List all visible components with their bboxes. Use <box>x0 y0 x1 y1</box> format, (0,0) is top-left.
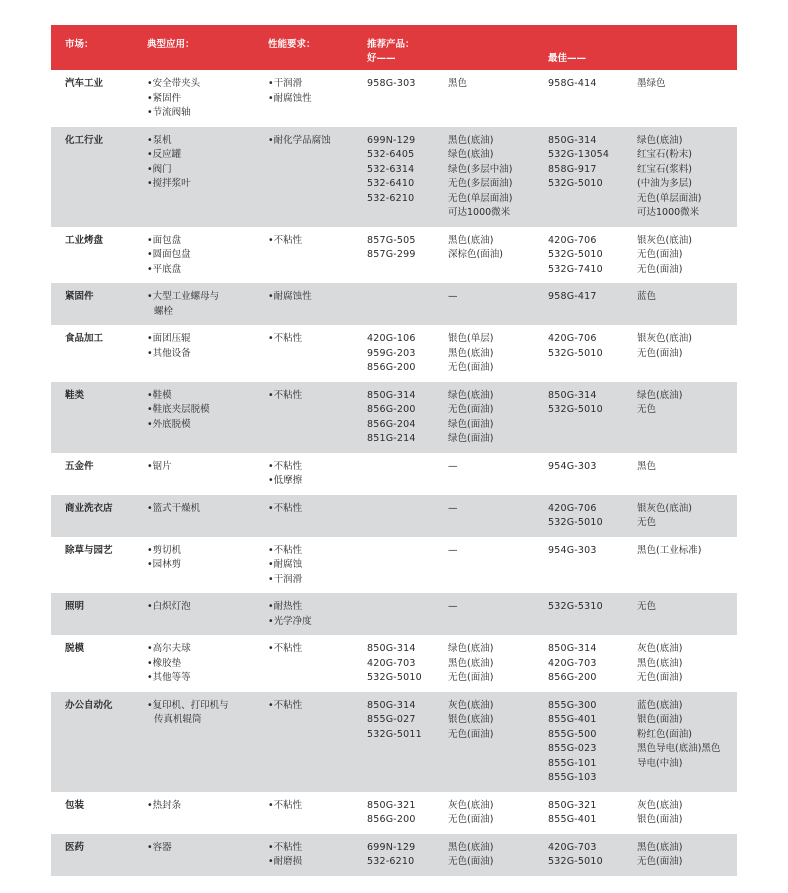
cell-line: 532G-13054 <box>548 149 610 160</box>
best-description-cell <box>637 460 737 489</box>
performance-cell <box>268 389 367 447</box>
applications-cell <box>147 699 268 786</box>
good-description-cell <box>448 134 548 221</box>
best-description-cell <box>637 841 737 870</box>
good-products-cell <box>367 389 448 447</box>
cell-line: 850G-314 <box>548 643 597 654</box>
market-cell: 商业洗衣店 <box>65 502 113 514</box>
cell-line: •不粘性 <box>268 841 303 853</box>
applications-cell <box>147 544 268 588</box>
cell-line: 黑色(工业标准) <box>637 544 702 556</box>
table-row <box>51 834 737 876</box>
cell-line: •阀门 <box>147 163 172 175</box>
cell-line: 855G-027 <box>367 714 416 725</box>
table-row <box>51 537 737 594</box>
good-products-cell <box>367 841 448 870</box>
header-performance: 性能要求： <box>268 39 316 50</box>
best-products-cell <box>548 502 637 531</box>
cell-line: 851G-214 <box>367 433 416 444</box>
good-description-cell <box>448 332 548 376</box>
market-cell: 食品加工 <box>65 333 104 344</box>
good-description-cell <box>448 290 548 319</box>
cell-line: •泵机 <box>147 134 172 146</box>
best-products-cell <box>548 544 637 588</box>
cell-line: 532-6210 <box>367 192 415 204</box>
cell-line: •不粘性 <box>268 234 303 246</box>
table-row <box>51 495 737 537</box>
good-products-cell <box>367 600 448 629</box>
cell-line: 黑色(底油) <box>448 657 494 669</box>
performance-cell <box>268 77 367 121</box>
table-row <box>51 283 737 325</box>
cell-line: •反应罐 <box>147 149 182 160</box>
good-description-cell <box>448 502 548 531</box>
cell-line: 银色(单层) <box>448 333 494 344</box>
performance-cell <box>268 460 367 489</box>
header-market: 市场： <box>65 39 94 50</box>
good-products-cell <box>367 502 448 531</box>
market-cell: 紧固件 <box>65 291 94 302</box>
cell-line: 红宝石(浆料) <box>637 163 692 175</box>
good-products-cell <box>367 699 448 786</box>
cell-line: •不粘性 <box>268 333 303 344</box>
header-recommended: 推荐产品： <box>367 39 415 50</box>
cell-line: •安全带夹头 <box>147 78 201 89</box>
applications-cell <box>147 332 268 376</box>
applications-cell <box>147 841 268 870</box>
table-row <box>51 70 737 127</box>
cell-line: 银灰色(底油) <box>637 502 692 514</box>
market-cell: 五金件 <box>65 460 94 472</box>
cell-line: •耐腐蚀性 <box>268 92 312 104</box>
cell-line: (中油为多层) <box>637 178 692 189</box>
cell-line: •不粘性 <box>268 544 303 556</box>
best-description-cell <box>637 234 737 278</box>
table-row <box>51 382 737 453</box>
cell-line: •节流阀轴 <box>147 107 191 118</box>
performance-cell <box>268 799 367 828</box>
best-description-cell <box>637 389 737 447</box>
cell-line: 无色(多层面油) <box>448 178 513 189</box>
best-description-cell <box>637 290 737 319</box>
applications-cell <box>147 642 268 686</box>
best-description-cell <box>637 699 737 786</box>
table-row <box>51 792 737 834</box>
cell-line: 灰色(底油) <box>448 799 494 811</box>
cell-line: 850G-321 <box>367 799 416 811</box>
cell-line: 银灰色(底油) <box>637 333 692 344</box>
applications-cell <box>147 389 268 447</box>
cell-line: 深棕色(面油) <box>448 249 503 260</box>
cell-line: 532-6405 <box>367 149 415 160</box>
market-cell: 脱模 <box>65 643 85 654</box>
cell-line: •不粘性 <box>268 389 303 401</box>
cell-line: 绿色(底油) <box>637 389 683 401</box>
market-cell: 汽车工业 <box>65 78 104 89</box>
market-cell: 工业烤盘 <box>65 234 104 246</box>
cell-line: 银色(面油) <box>637 714 683 725</box>
cell-line: •橡胶垫 <box>147 657 182 669</box>
cell-line: 958G-303 <box>367 78 416 89</box>
cell-line: 绿色(面油) <box>448 418 494 430</box>
best-description-cell <box>637 332 737 376</box>
cell-line: 绿色(底油) <box>448 389 494 401</box>
applications-cell <box>147 600 268 629</box>
performance-cell <box>268 699 367 786</box>
header-best: 最佳—— <box>548 53 587 64</box>
cell-line: 855G-500 <box>548 728 597 740</box>
cell-line: •耐化学品腐蚀 <box>268 134 331 146</box>
best-products-cell <box>548 234 637 278</box>
good-description-cell <box>448 544 548 588</box>
cell-line: 858G-917 <box>548 163 597 175</box>
cell-line: 绿色(底油) <box>637 134 683 146</box>
best-products-cell <box>548 799 637 828</box>
cell-line: 420G-703 <box>548 657 597 669</box>
cell-line: •平底盘 <box>147 263 182 275</box>
cell-line: 无色(单层面油) <box>637 192 702 204</box>
good-products-cell <box>367 77 448 121</box>
cell-line: •锯片 <box>147 460 172 472</box>
cell-line: 856G-200 <box>367 404 416 415</box>
cell-line: •剪切机 <box>147 544 182 556</box>
applications-cell <box>147 290 268 319</box>
cell-line: 855G-023 <box>548 743 597 754</box>
cell-line: 420G-706 <box>548 333 597 344</box>
performance-cell <box>268 841 367 870</box>
cell-line: 420G-706 <box>548 502 597 514</box>
market-cell: 医药 <box>65 841 85 853</box>
table-row <box>51 325 737 382</box>
cell-line: •鞋底夹层脱模 <box>147 404 210 415</box>
cell-line: 红宝石(粉末) <box>637 149 692 160</box>
good-products-cell <box>367 234 448 278</box>
performance-cell <box>268 332 367 376</box>
cell-line: 857G-505 <box>367 234 416 246</box>
cell-line: 958G-414 <box>548 78 597 89</box>
good-description-cell <box>448 699 548 786</box>
best-description-cell <box>637 134 737 221</box>
cell-line: 699N-129 <box>367 841 416 853</box>
cell-line: 黑色导电(底油)黑色 <box>637 743 721 754</box>
best-products-cell <box>548 841 637 870</box>
cell-line: •热封条 <box>147 799 182 811</box>
cell-line: 灰色(底油) <box>637 643 683 654</box>
cell-line: 855G-101 <box>548 757 597 769</box>
table-row <box>51 127 737 227</box>
cell-line: 灰色(底油) <box>448 699 494 711</box>
performance-cell <box>268 134 367 221</box>
cell-line: 无色(面油) <box>637 856 683 867</box>
cell-line: •其他设备 <box>147 347 191 359</box>
cell-line: •外底脱模 <box>147 418 191 430</box>
header-good: 好—— <box>367 53 396 64</box>
cell-line: 绿色(底油) <box>448 643 494 654</box>
good-description-cell <box>448 460 548 489</box>
cell-line: •鞋模 <box>147 389 172 401</box>
good-description-cell <box>448 841 548 870</box>
cell-line: •大型工业螺母与 <box>147 291 220 302</box>
cell-line: 420G-706 <box>548 234 597 246</box>
cell-line: 856G-200 <box>548 672 597 683</box>
cell-line: 532G-5010 <box>548 517 603 528</box>
cell-line: 粉红色(面油) <box>637 728 692 740</box>
good-products-cell <box>367 332 448 376</box>
applications-cell <box>147 460 268 489</box>
cell-line: 850G-314 <box>367 389 416 401</box>
applications-cell <box>147 234 268 278</box>
good-description-cell <box>448 389 548 447</box>
performance-cell <box>268 290 367 319</box>
cell-line: •篮式干燥机 <box>147 502 201 514</box>
best-products-cell <box>548 134 637 221</box>
performance-cell <box>268 600 367 629</box>
cell-line: 银色(面油) <box>637 814 683 825</box>
cell-line: 959G-203 <box>367 347 416 359</box>
cell-line: •耐腐蚀性 <box>268 291 312 302</box>
table-row <box>51 635 737 692</box>
cell-line: 850G-314 <box>548 134 597 146</box>
cell-line: 532-6314 <box>367 163 415 175</box>
cell-line: 无色 <box>637 517 657 528</box>
cell-line: 850G-314 <box>548 389 597 401</box>
market-cell: 办公自动化 <box>65 699 113 711</box>
best-products-cell <box>548 642 637 686</box>
cell-line: 无色(面油) <box>637 347 683 359</box>
cell-line: 无色 <box>637 404 657 415</box>
cell-line: 855G-300 <box>548 699 597 711</box>
best-products-cell <box>548 290 637 319</box>
best-products-cell <box>548 332 637 376</box>
cell-line: 532G-5010 <box>548 249 603 260</box>
cell-line: — <box>448 502 458 514</box>
cell-line: 黑色(底油) <box>637 657 683 669</box>
performance-cell <box>268 642 367 686</box>
best-description-cell <box>637 77 737 121</box>
cell-line: 532G-5011 <box>367 728 422 740</box>
good-products-cell <box>367 460 448 489</box>
cell-line: 无色(面油) <box>637 263 683 275</box>
header-application: 典型应用： <box>147 39 195 50</box>
cell-line: •面包盘 <box>147 234 182 246</box>
table-body <box>51 70 737 876</box>
best-description-cell <box>637 544 737 588</box>
cell-line: 无色(面油) <box>637 249 683 260</box>
best-description-cell <box>637 600 737 629</box>
cell-line: 532G-5010 <box>548 404 603 415</box>
cell-line: •不粘性 <box>268 502 303 514</box>
applications-cell <box>147 799 268 828</box>
best-description-cell <box>637 502 737 531</box>
cell-line: 黑色(底油) <box>637 841 683 853</box>
cell-line: 无色 <box>637 601 657 612</box>
cell-line: •复印机、打印机与 <box>147 699 229 711</box>
cell-line: 无色(面油) <box>637 672 683 683</box>
cell-line: 532-6410 <box>367 178 415 189</box>
cell-line: •高尔夫球 <box>147 643 191 654</box>
cell-line: •不粘性 <box>268 460 303 472</box>
best-products-cell <box>548 460 637 489</box>
cell-line: 银色(底油) <box>448 714 494 725</box>
coating-recommendation-table <box>51 25 737 876</box>
cell-line: 532G-5010 <box>548 347 603 359</box>
cell-line: 850G-314 <box>367 643 416 654</box>
cell-line: 黑色(底油) <box>448 347 494 359</box>
cell-line: •紧固件 <box>147 92 182 104</box>
cell-line: •园林剪 <box>147 559 182 570</box>
good-products-cell <box>367 642 448 686</box>
cell-line: 蓝色 <box>637 291 657 302</box>
cell-line: 954G-303 <box>548 544 597 556</box>
cell-line: 无色(面油) <box>448 814 494 825</box>
cell-line: 532G-5010 <box>548 178 603 189</box>
cell-line: 无色(面油) <box>448 728 494 740</box>
best-products-cell <box>548 600 637 629</box>
cell-line: 856G-200 <box>367 362 416 373</box>
cell-line: 黑色(底油) <box>448 134 494 146</box>
cell-line: 699N-129 <box>367 134 416 146</box>
cell-line: 可达1000微米 <box>637 207 700 218</box>
cell-line: 532G-5010 <box>367 672 422 683</box>
cell-line: 420G-703 <box>548 841 597 853</box>
best-products-cell <box>548 77 637 121</box>
cell-line: 无色(面油) <box>448 672 494 683</box>
cell-line: 532G-7410 <box>548 263 603 275</box>
cell-line: 导电(中油) <box>637 757 683 769</box>
good-products-cell <box>367 799 448 828</box>
cell-line: •圆面包盘 <box>147 249 191 260</box>
performance-cell <box>268 502 367 531</box>
market-cell: 包装 <box>65 799 85 811</box>
cell-line: 850G-314 <box>367 699 416 711</box>
cell-line: 黑色 <box>637 460 657 472</box>
performance-cell <box>268 544 367 588</box>
performance-cell <box>268 234 367 278</box>
best-products-cell <box>548 389 637 447</box>
cell-line: •面团压辊 <box>147 333 191 344</box>
cell-line: •不粘性 <box>268 643 303 654</box>
cell-line: 954G-303 <box>548 460 597 472</box>
table-row <box>51 227 737 284</box>
cell-line: •耐热性 <box>268 601 303 612</box>
cell-line: •搅拌浆叶 <box>147 178 191 189</box>
good-products-cell <box>367 544 448 588</box>
good-products-cell <box>367 134 448 221</box>
cell-line: 传真机辊筒 <box>154 714 202 725</box>
cell-line: 532G-5310 <box>548 601 603 612</box>
cell-line: 856G-204 <box>367 418 416 430</box>
cell-line: •光学净度 <box>268 615 312 627</box>
good-description-cell <box>448 77 548 121</box>
cell-line: 532G-5010 <box>548 856 603 867</box>
cell-line: — <box>448 601 458 612</box>
cell-line: 黑色(底油) <box>448 841 494 853</box>
cell-line: 黑色(底油) <box>448 234 494 246</box>
cell-line: 无色(面油) <box>448 404 494 415</box>
cell-line: •其他等等 <box>147 672 191 683</box>
market-cell: 除草与园艺 <box>65 544 113 556</box>
cell-line: 532-6210 <box>367 856 415 867</box>
cell-line: 无色(面油) <box>448 362 494 373</box>
table-row <box>51 692 737 792</box>
table-row <box>51 593 737 635</box>
table-row <box>51 453 737 495</box>
cell-line: 850G-321 <box>548 799 597 811</box>
cell-line: •耐磨损 <box>268 856 303 867</box>
cell-line: 绿色(底油) <box>448 149 494 160</box>
market-cell: 照明 <box>65 601 85 612</box>
cell-line: 420G-703 <box>367 657 416 669</box>
cell-line: •干润滑 <box>268 573 303 585</box>
good-description-cell <box>448 642 548 686</box>
cell-line: •干润滑 <box>268 78 303 89</box>
cell-line: 无色(面油) <box>448 856 494 867</box>
cell-line: 无色(单层面油) <box>448 192 513 204</box>
cell-line: 958G-417 <box>548 291 597 302</box>
good-description-cell <box>448 234 548 278</box>
cell-line: 灰色(底油) <box>637 799 683 811</box>
cell-line: 855G-401 <box>548 814 597 825</box>
good-products-cell <box>367 290 448 319</box>
cell-line: 银灰色(底油) <box>637 234 692 246</box>
applications-cell <box>147 502 268 531</box>
cell-line: •耐腐蚀 <box>268 559 303 570</box>
cell-line: 420G-106 <box>367 333 416 344</box>
cell-line: 黑色 <box>448 78 468 89</box>
cell-line: •不粘性 <box>268 799 303 811</box>
table-header <box>51 25 737 70</box>
cell-line: 墨绿色 <box>637 78 666 89</box>
cell-line: 855G-401 <box>548 714 597 725</box>
cell-line: — <box>448 544 458 556</box>
cell-line: 857G-299 <box>367 249 416 260</box>
cell-line: 蓝色(底油) <box>637 699 683 711</box>
best-description-cell <box>637 642 737 686</box>
cell-line: •容器 <box>147 841 172 853</box>
cell-line: •不粘性 <box>268 699 303 711</box>
cell-line: 856G-200 <box>367 814 416 825</box>
cell-line: •白炽灯泡 <box>147 601 191 612</box>
cell-line: 绿色(面油) <box>448 433 494 444</box>
applications-cell <box>147 134 268 221</box>
market-cell: 鞋类 <box>65 389 85 401</box>
market-cell: 化工行业 <box>65 134 104 146</box>
cell-line: 绿色(多层中油) <box>448 163 513 175</box>
cell-line: 855G-103 <box>548 772 597 783</box>
cell-line: •低摩擦 <box>268 475 303 486</box>
cell-line: — <box>448 460 458 472</box>
good-description-cell <box>448 799 548 828</box>
good-description-cell <box>448 600 548 629</box>
cell-line: — <box>448 291 458 302</box>
cell-line: 螺栓 <box>154 305 174 317</box>
applications-cell <box>147 77 268 121</box>
best-products-cell <box>548 699 637 786</box>
best-description-cell <box>637 799 737 828</box>
cell-line: 可达1000微米 <box>448 207 511 218</box>
